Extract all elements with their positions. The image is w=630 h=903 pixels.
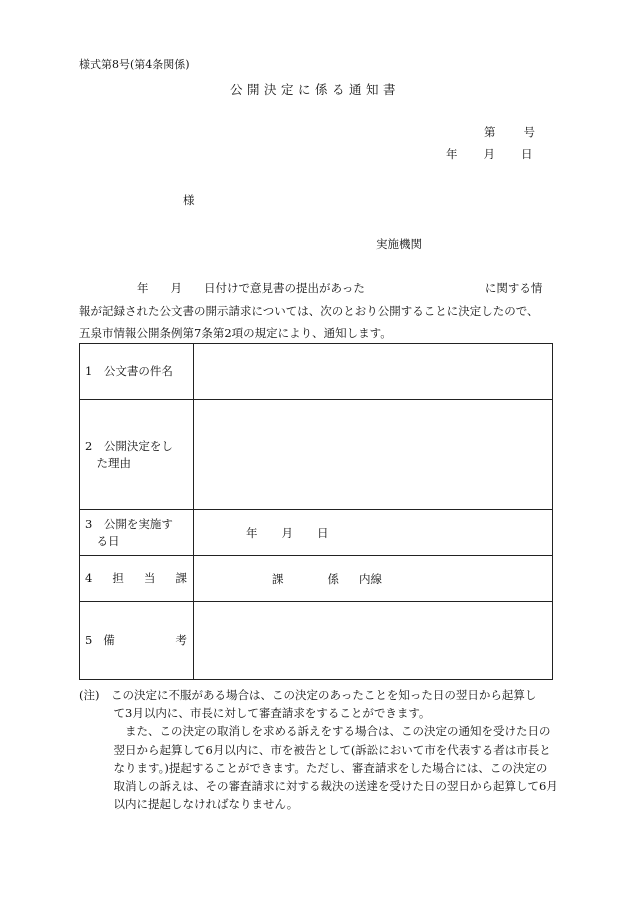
document-title-field[interactable] [194,344,553,400]
doc-number-dai: 第 [484,125,496,139]
page-title: 公開決定に係る通知書 [230,82,401,97]
intro-line-1 [79,280,542,296]
intro-year: 年 [137,281,149,295]
row-label-reason [80,400,194,510]
doc-date-month: 月 [483,147,495,161]
remarks-num: 5 [85,633,93,647]
intro-line-2: 報が記録された公文書の開示請求については、次のとおり公開することに決定したので、 [79,304,539,318]
intro-line1-end: に関する情 [484,281,543,295]
addressee-suffix: 様 [183,193,195,207]
remarks-char-2: 考 [175,633,187,647]
dept-naisen: 内線 [359,571,382,586]
doc-date-year: 年 [446,147,458,161]
dept-ka: 課 [272,571,284,586]
row-label-reason-line2: た理由 [85,455,131,470]
notes-section [79,686,558,813]
table-row [80,556,553,602]
row-label-date [80,510,194,556]
form-number: 様式第8号(第4条関係) [79,58,190,71]
row-label-remarks [80,602,194,680]
department-field[interactable] [194,556,553,602]
intro-line-3: 五泉市情報公開条例第7条第2項の規定により、通知します。 [79,326,392,340]
date-month: 月 [281,525,293,540]
note-line: 以内に提起しなければなりません。 [79,797,299,812]
intro-month: 月 [170,281,182,295]
date-day: 日 [317,525,329,540]
doc-date-day: 日 [521,147,533,161]
table-row [80,400,553,510]
row-label-document-title: 1 公文書の件名 [80,344,194,400]
dept-char-1: 担 [112,571,124,585]
row-label-department [80,556,194,602]
date-year: 年 [246,525,258,540]
row-label-reason-line1: 2 公開決定をし [85,438,173,453]
note-line: なります。)提起することができます。ただし、審査請求をした場合には、この決定の [79,760,548,775]
remarks-field[interactable] [194,602,553,680]
note-line: また、この決定の取消しを求める訴えをする場合は、この決定の通知を受けた日の [79,724,551,739]
document-number [484,124,535,140]
table-row [80,602,553,680]
row-label-date-line2: る日 [85,533,120,548]
agency-label: 実施機関 [376,237,422,251]
dept-char-2: 当 [143,571,156,585]
decision-table [79,343,553,680]
dept-num: 4 [85,571,93,585]
row-label-date-line1: 3 公開を実施す [85,516,173,531]
document-date [446,146,533,162]
dept-char-3: 課 [175,571,187,585]
note-line: て3月以内に、市長に対して審査請求をすることができます。 [79,706,431,721]
dept-kakari: 係 [327,571,339,586]
doc-number-gou: 号 [523,125,535,139]
note-line: 取消しの訴えは、その審査請求に対する裁決の送達を受けた日の翌日から起算して6月 [79,779,558,794]
table-row [80,344,553,400]
note-line: (注) この決定に不服がある場合は、この決定のあったことを知った日の翌日から起算し [79,688,537,702]
reason-field[interactable] [194,400,553,510]
disclosure-date-field[interactable] [194,510,553,556]
note-line: 翌日から起算して6月以内に、市を被告として(訴訟において市を代表する者は市長と [79,742,551,757]
intro-line1-mid: 日付けで意見書の提出があった [204,281,365,295]
table-row [80,510,553,556]
remarks-char-1: 備 [103,633,115,647]
